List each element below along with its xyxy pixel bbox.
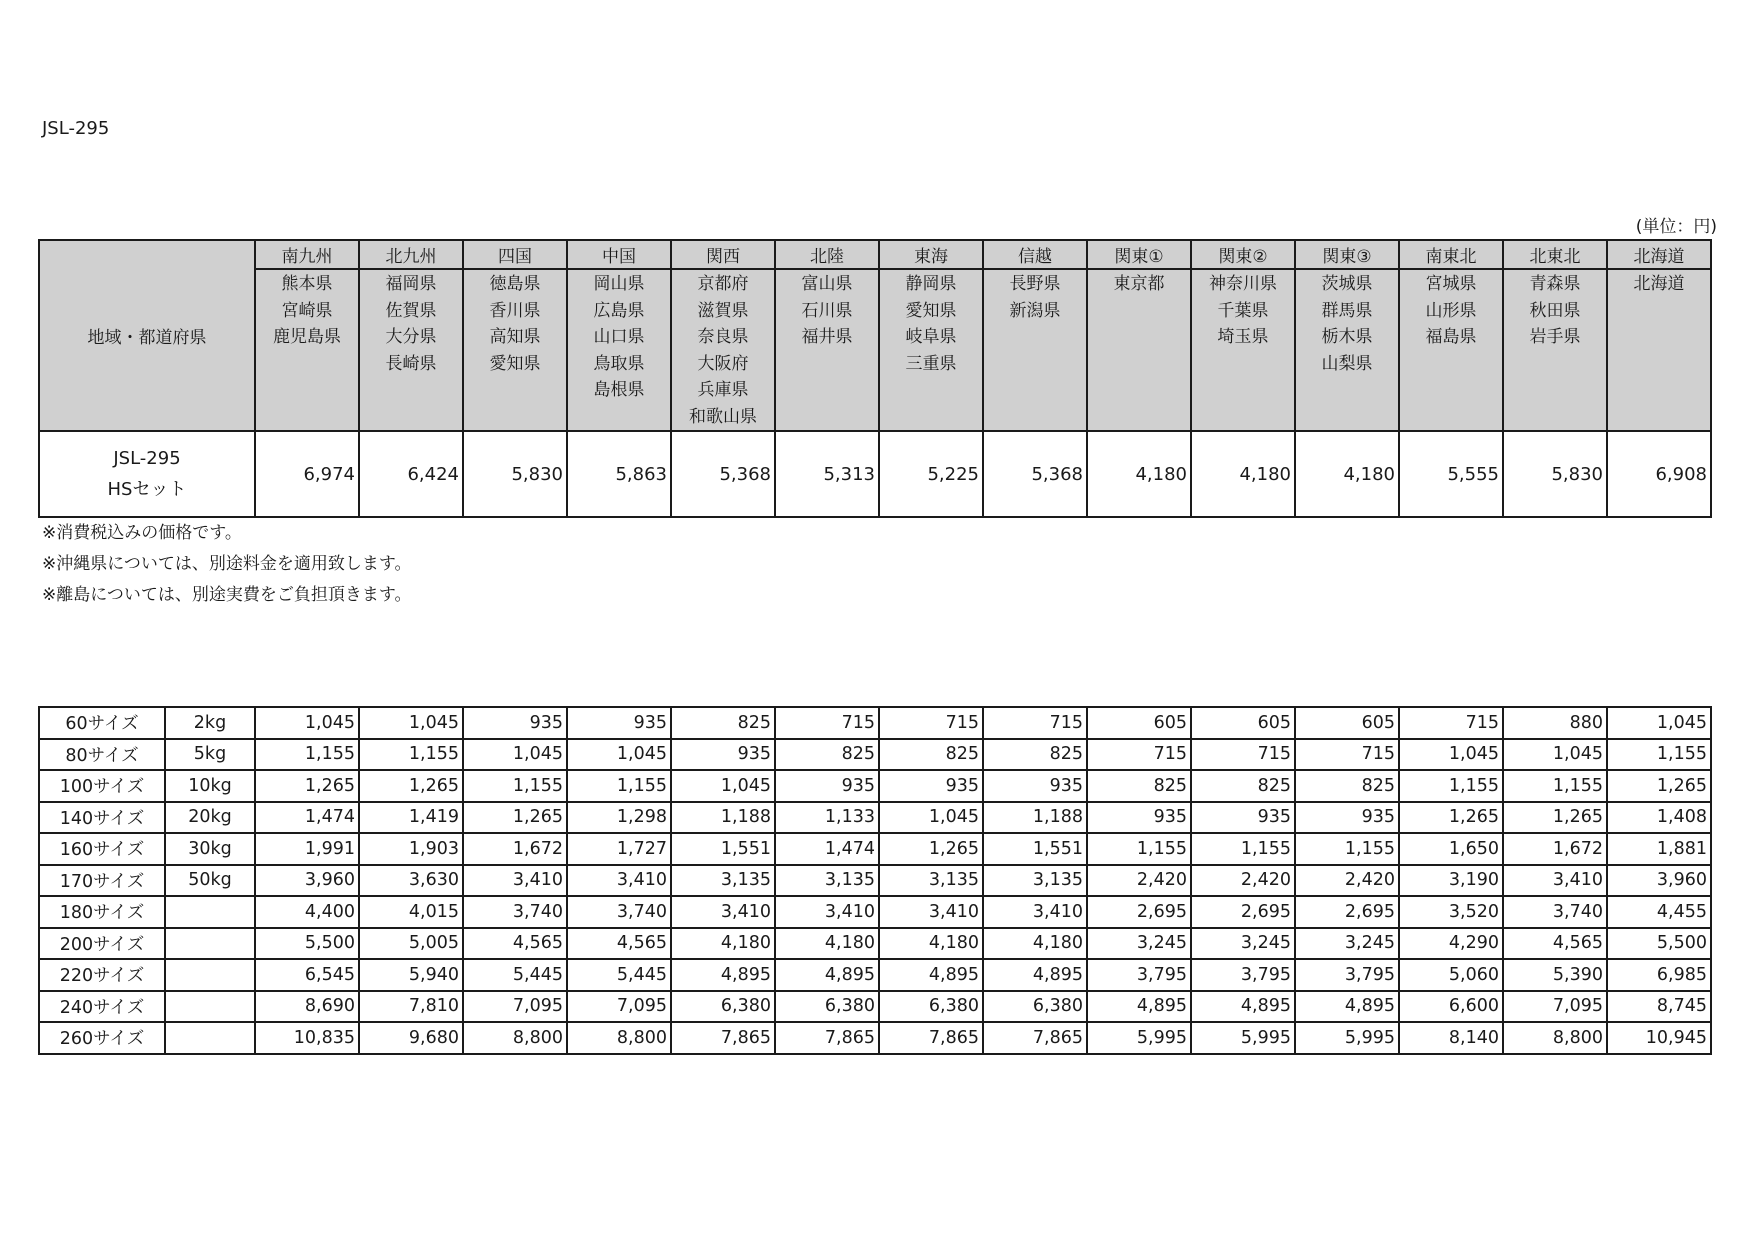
region-header: 四国	[463, 240, 567, 269]
prefecture-name: 滋賀県	[697, 300, 749, 321]
price-cell: 6,380	[775, 991, 879, 1023]
region-header: 関東①	[1087, 240, 1191, 269]
prefecture-name: 群馬県	[1321, 300, 1373, 321]
region-header: 南東北	[1399, 240, 1503, 269]
prefecture-list	[1191, 269, 1295, 431]
weight-label	[165, 928, 255, 960]
price-cell: 4,180	[1087, 431, 1191, 517]
price-cell: 5,830	[1503, 431, 1607, 517]
price-cell: 1,045	[1607, 707, 1711, 739]
price-cell: 3,135	[671, 865, 775, 897]
prefecture-name: 香川県	[489, 300, 541, 321]
size-label: 200サイズ	[39, 928, 165, 960]
price-cell: 4,565	[567, 928, 671, 960]
price-cell: 4,290	[1399, 928, 1503, 960]
prefecture-list	[1295, 269, 1399, 431]
price-cell: 715	[879, 707, 983, 739]
size-label: 180サイズ	[39, 896, 165, 928]
price-cell: 1,155	[359, 739, 463, 771]
region-corner-label: 地域・都道府県	[39, 240, 255, 431]
prefecture-name: 熊本県	[281, 274, 333, 294]
price-cell: 7,095	[463, 991, 567, 1023]
weight-label: 10kg	[165, 770, 255, 802]
price-cell: 2,420	[1087, 865, 1191, 897]
prefecture-name: 福岡県	[385, 274, 437, 294]
table-row	[39, 928, 1711, 960]
price-cell: 2,420	[1295, 865, 1399, 897]
price-cell: 4,895	[775, 959, 879, 991]
weight-label: 5kg	[165, 739, 255, 771]
price-cell: 715	[983, 707, 1087, 739]
price-cell: 825	[1191, 770, 1295, 802]
weight-label: 50kg	[165, 865, 255, 897]
size-label: 240サイズ	[39, 991, 165, 1023]
prefecture-name: 北海道	[1633, 274, 1685, 294]
price-cell: 7,810	[359, 991, 463, 1023]
price-cell: 3,245	[1087, 928, 1191, 960]
prefecture-header-row	[39, 269, 1711, 431]
price-cell: 1,991	[255, 833, 359, 865]
price-cell: 605	[1191, 707, 1295, 739]
prefecture-name: 静岡県	[905, 274, 957, 294]
table-row	[39, 1022, 1711, 1054]
price-cell: 4,400	[255, 896, 359, 928]
price-cell: 935	[671, 739, 775, 771]
weight-label	[165, 1022, 255, 1054]
price-cell: 5,368	[983, 431, 1087, 517]
region-header: 関西	[671, 240, 775, 269]
price-cell: 1,155	[1399, 770, 1503, 802]
price-cell: 1,045	[463, 739, 567, 771]
prefecture-list	[879, 269, 983, 431]
prefecture-name: 東京都	[1113, 274, 1165, 294]
prefecture-list	[1399, 269, 1503, 431]
table-row	[39, 707, 1711, 739]
price-cell: 3,410	[983, 896, 1087, 928]
document-id: JSL-295	[42, 118, 110, 139]
prefecture-name: 宮崎県	[281, 300, 333, 321]
price-cell: 8,745	[1607, 991, 1711, 1023]
prefecture-list	[983, 269, 1087, 431]
price-cell: 3,410	[567, 865, 671, 897]
size-price-table	[38, 706, 1712, 1055]
price-cell: 1,265	[463, 802, 567, 834]
notes	[42, 518, 412, 611]
note-line: ※沖縄県については、別途料金を適用致します。	[42, 554, 412, 574]
price-cell: 3,740	[567, 896, 671, 928]
price-cell: 10,835	[255, 1022, 359, 1054]
price-cell: 6,974	[255, 431, 359, 517]
price-cell: 5,940	[359, 959, 463, 991]
price-cell: 825	[1087, 770, 1191, 802]
weight-label: 20kg	[165, 802, 255, 834]
prefecture-name: 愛知県	[489, 353, 541, 374]
unit-label: (単位：円)	[1635, 217, 1717, 237]
note-line: ※離島については、別途実費をご負担頂きます。	[42, 585, 412, 605]
price-cell: 6,424	[359, 431, 463, 517]
price-cell: 3,740	[1503, 896, 1607, 928]
weight-label	[165, 991, 255, 1023]
price-cell: 4,180	[879, 928, 983, 960]
price-cell: 1,419	[359, 802, 463, 834]
price-cell: 3,135	[983, 865, 1087, 897]
size-label: 140サイズ	[39, 802, 165, 834]
prefecture-list	[255, 269, 359, 431]
price-cell: 2,420	[1191, 865, 1295, 897]
price-cell: 1,265	[879, 833, 983, 865]
price-cell: 1,133	[775, 802, 879, 834]
price-cell: 4,895	[671, 959, 775, 991]
price-cell: 1,903	[359, 833, 463, 865]
size-label: 160サイズ	[39, 833, 165, 865]
price-cell: 825	[1295, 770, 1399, 802]
price-cell: 1,155	[1503, 770, 1607, 802]
prefecture-name: 山口県	[593, 327, 645, 347]
price-cell: 2,695	[1191, 896, 1295, 928]
price-cell: 1,045	[255, 707, 359, 739]
price-cell: 3,245	[1191, 928, 1295, 960]
price-cell: 4,565	[463, 928, 567, 960]
prefecture-name: 岩手県	[1529, 327, 1581, 347]
price-cell: 5,830	[463, 431, 567, 517]
price-cell: 3,245	[1295, 928, 1399, 960]
price-cell: 825	[983, 739, 1087, 771]
price-cell: 2,695	[1087, 896, 1191, 928]
price-cell: 6,985	[1607, 959, 1711, 991]
size-label: 60サイズ	[39, 707, 165, 739]
price-cell: 5,995	[1295, 1022, 1399, 1054]
price-cell: 1,155	[1087, 833, 1191, 865]
prefecture-name: 大阪府	[697, 353, 749, 374]
price-cell: 7,865	[879, 1022, 983, 1054]
prefecture-list	[1503, 269, 1607, 431]
prefecture-list	[775, 269, 879, 431]
prefecture-name: 大分県	[385, 327, 437, 347]
size-label: 260サイズ	[39, 1022, 165, 1054]
price-cell: 3,795	[1191, 959, 1295, 991]
price-cell: 1,045	[567, 739, 671, 771]
prefecture-name: 福井県	[801, 327, 853, 347]
price-cell: 1,265	[1503, 802, 1607, 834]
prefecture-list	[567, 269, 671, 431]
price-cell: 8,140	[1399, 1022, 1503, 1054]
price-cell: 1,265	[359, 770, 463, 802]
note-line: ※消費税込みの価格です。	[42, 523, 242, 543]
region-header: 南九州	[255, 240, 359, 269]
prefecture-name: 神奈川県	[1209, 274, 1277, 294]
prefecture-name: 千葉県	[1217, 300, 1269, 321]
prefecture-name: 和歌山県	[689, 406, 757, 427]
price-cell: 825	[775, 739, 879, 771]
price-cell: 1,155	[567, 770, 671, 802]
price-cell: 1,672	[463, 833, 567, 865]
price-cell: 935	[1087, 802, 1191, 834]
prefecture-name: 兵庫県	[697, 380, 749, 400]
weight-label: 30kg	[165, 833, 255, 865]
price-cell: 6,545	[255, 959, 359, 991]
price-cell: 5,005	[359, 928, 463, 960]
table-row	[39, 896, 1711, 928]
prefecture-name: 茨城県	[1321, 274, 1373, 294]
price-cell: 715	[1191, 739, 1295, 771]
price-cell: 1,727	[567, 833, 671, 865]
price-cell: 3,410	[1503, 865, 1607, 897]
price-cell: 4,180	[983, 928, 1087, 960]
price-cell: 4,015	[359, 896, 463, 928]
region-price-table	[38, 239, 1712, 518]
price-cell: 5,060	[1399, 959, 1503, 991]
prefecture-name: 石川県	[801, 300, 853, 321]
price-cell: 6,380	[983, 991, 1087, 1023]
price-cell: 825	[879, 739, 983, 771]
weight-label	[165, 959, 255, 991]
table-row	[39, 833, 1711, 865]
price-cell: 8,690	[255, 991, 359, 1023]
region-header: 北陸	[775, 240, 879, 269]
product-set-name: HSセット	[107, 479, 187, 500]
table-row	[39, 770, 1711, 802]
size-label: 220サイズ	[39, 959, 165, 991]
price-cell: 8,800	[463, 1022, 567, 1054]
prefecture-name: 広島県	[593, 300, 645, 321]
price-cell: 1,551	[983, 833, 1087, 865]
price-cell: 3,190	[1399, 865, 1503, 897]
price-cell: 1,650	[1399, 833, 1503, 865]
size-label: 100サイズ	[39, 770, 165, 802]
price-cell: 3,740	[463, 896, 567, 928]
price-cell: 3,630	[359, 865, 463, 897]
price-cell: 715	[1399, 707, 1503, 739]
price-cell: 3,960	[255, 865, 359, 897]
price-cell: 715	[775, 707, 879, 739]
price-cell: 5,390	[1503, 959, 1607, 991]
price-cell: 5,313	[775, 431, 879, 517]
price-cell: 825	[671, 707, 775, 739]
product-code: JSL-295	[113, 448, 181, 469]
price-cell: 1,155	[255, 739, 359, 771]
price-cell: 3,520	[1399, 896, 1503, 928]
price-cell: 4,895	[1191, 991, 1295, 1023]
price-cell: 1,474	[775, 833, 879, 865]
price-cell: 10,945	[1607, 1022, 1711, 1054]
size-label: 170サイズ	[39, 865, 165, 897]
region-header: 北九州	[359, 240, 463, 269]
prefecture-name: 宮城県	[1425, 274, 1477, 294]
price-cell: 8,800	[1503, 1022, 1607, 1054]
prefecture-name: 佐賀県	[385, 300, 437, 321]
price-cell: 7,865	[983, 1022, 1087, 1054]
price-cell: 935	[463, 707, 567, 739]
price-cell: 1,881	[1607, 833, 1711, 865]
prefecture-name: 三重県	[905, 353, 957, 374]
table-row	[39, 991, 1711, 1023]
price-cell: 1,155	[463, 770, 567, 802]
price-cell: 1,298	[567, 802, 671, 834]
prefecture-list	[1087, 269, 1191, 431]
prefecture-name: 鹿児島県	[273, 327, 341, 347]
price-cell: 1,045	[359, 707, 463, 739]
price-cell: 5,500	[255, 928, 359, 960]
prefecture-name: 愛知県	[905, 300, 957, 321]
price-cell: 1,265	[1399, 802, 1503, 834]
price-cell: 6,380	[671, 991, 775, 1023]
price-cell: 1,188	[671, 802, 775, 834]
price-cell: 3,960	[1607, 865, 1711, 897]
price-cell: 880	[1503, 707, 1607, 739]
price-cell: 1,672	[1503, 833, 1607, 865]
table-row	[39, 739, 1711, 771]
price-cell: 3,135	[879, 865, 983, 897]
price-cell: 4,565	[1503, 928, 1607, 960]
region-header: 東海	[879, 240, 983, 269]
prefecture-list	[671, 269, 775, 431]
price-cell: 5,445	[463, 959, 567, 991]
price-cell: 4,180	[1191, 431, 1295, 517]
price-cell: 4,895	[879, 959, 983, 991]
price-cell: 5,863	[567, 431, 671, 517]
price-cell: 4,895	[1087, 991, 1191, 1023]
price-cell: 935	[775, 770, 879, 802]
prefecture-name: 奈良県	[697, 327, 749, 347]
price-cell: 8,800	[567, 1022, 671, 1054]
price-cell: 3,795	[1087, 959, 1191, 991]
price-cell: 1,474	[255, 802, 359, 834]
prefecture-list	[1607, 269, 1711, 431]
prefecture-name: 栃木県	[1321, 327, 1373, 347]
price-cell: 1,155	[1295, 833, 1399, 865]
price-cell: 935	[567, 707, 671, 739]
price-cell: 3,795	[1295, 959, 1399, 991]
price-cell: 605	[1087, 707, 1191, 739]
price-cell: 1,155	[1191, 833, 1295, 865]
price-cell: 1,265	[255, 770, 359, 802]
price-cell: 5,500	[1607, 928, 1711, 960]
prefecture-name: 富山県	[801, 274, 853, 294]
price-cell: 1,045	[879, 802, 983, 834]
price-cell: 4,455	[1607, 896, 1711, 928]
product-price-row	[39, 431, 1711, 517]
price-cell: 1,045	[1503, 739, 1607, 771]
price-cell: 1,155	[1607, 739, 1711, 771]
prefecture-name: 秋田県	[1529, 300, 1581, 321]
region-header-row	[39, 240, 1711, 269]
price-cell: 715	[1087, 739, 1191, 771]
weight-label	[165, 896, 255, 928]
price-cell: 4,180	[1295, 431, 1399, 517]
price-cell: 3,410	[775, 896, 879, 928]
table-row	[39, 865, 1711, 897]
prefecture-name: 新潟県	[1009, 300, 1061, 321]
prefecture-list	[359, 269, 463, 431]
price-cell: 7,865	[671, 1022, 775, 1054]
price-cell: 4,895	[1295, 991, 1399, 1023]
price-cell: 4,180	[775, 928, 879, 960]
region-header: 関東②	[1191, 240, 1295, 269]
price-cell: 2,695	[1295, 896, 1399, 928]
size-label: 80サイズ	[39, 739, 165, 771]
prefecture-name: 京都府	[697, 274, 749, 294]
region-header: 北東北	[1503, 240, 1607, 269]
price-cell: 4,895	[983, 959, 1087, 991]
price-cell: 7,095	[567, 991, 671, 1023]
price-cell: 1,265	[1607, 770, 1711, 802]
price-cell: 1,045	[671, 770, 775, 802]
price-cell: 6,380	[879, 991, 983, 1023]
price-cell: 6,600	[1399, 991, 1503, 1023]
price-cell: 935	[1191, 802, 1295, 834]
table-row	[39, 802, 1711, 834]
region-header: 信越	[983, 240, 1087, 269]
prefecture-name: 徳島県	[489, 274, 541, 294]
price-cell: 715	[1295, 739, 1399, 771]
price-cell: 935	[983, 770, 1087, 802]
product-name-cell	[39, 431, 255, 517]
price-cell: 5,555	[1399, 431, 1503, 517]
price-cell: 5,995	[1191, 1022, 1295, 1054]
price-cell: 1,551	[671, 833, 775, 865]
price-cell: 1,408	[1607, 802, 1711, 834]
region-header: 関東③	[1295, 240, 1399, 269]
price-cell: 3,135	[775, 865, 879, 897]
prefecture-name: 青森県	[1529, 274, 1581, 294]
price-cell: 5,225	[879, 431, 983, 517]
prefecture-name: 岡山県	[593, 274, 645, 294]
price-cell: 1,045	[1399, 739, 1503, 771]
prefecture-list	[463, 269, 567, 431]
prefecture-name: 高知県	[489, 327, 541, 347]
table-row	[39, 959, 1711, 991]
prefecture-name: 山梨県	[1321, 353, 1373, 374]
price-cell: 6,908	[1607, 431, 1711, 517]
weight-label: 2kg	[165, 707, 255, 739]
region-header: 中国	[567, 240, 671, 269]
price-cell: 9,680	[359, 1022, 463, 1054]
price-cell: 935	[879, 770, 983, 802]
prefecture-name: 埼玉県	[1217, 327, 1269, 347]
price-cell: 4,180	[671, 928, 775, 960]
prefecture-name: 長崎県	[385, 353, 437, 374]
prefecture-name: 山形県	[1425, 300, 1477, 321]
price-cell: 3,410	[879, 896, 983, 928]
price-cell: 935	[1295, 802, 1399, 834]
price-cell: 7,095	[1503, 991, 1607, 1023]
price-cell: 5,368	[671, 431, 775, 517]
price-cell: 1,188	[983, 802, 1087, 834]
prefecture-name: 長野県	[1009, 274, 1061, 294]
prefecture-name: 福島県	[1425, 327, 1477, 347]
price-cell: 7,865	[775, 1022, 879, 1054]
price-cell: 605	[1295, 707, 1399, 739]
price-cell: 3,410	[671, 896, 775, 928]
price-cell: 3,410	[463, 865, 567, 897]
prefecture-name: 島根県	[593, 380, 645, 400]
prefecture-name: 鳥取県	[593, 353, 645, 374]
price-cell: 5,445	[567, 959, 671, 991]
prefecture-name: 岐阜県	[905, 327, 957, 347]
region-header: 北海道	[1607, 240, 1711, 269]
price-cell: 5,995	[1087, 1022, 1191, 1054]
